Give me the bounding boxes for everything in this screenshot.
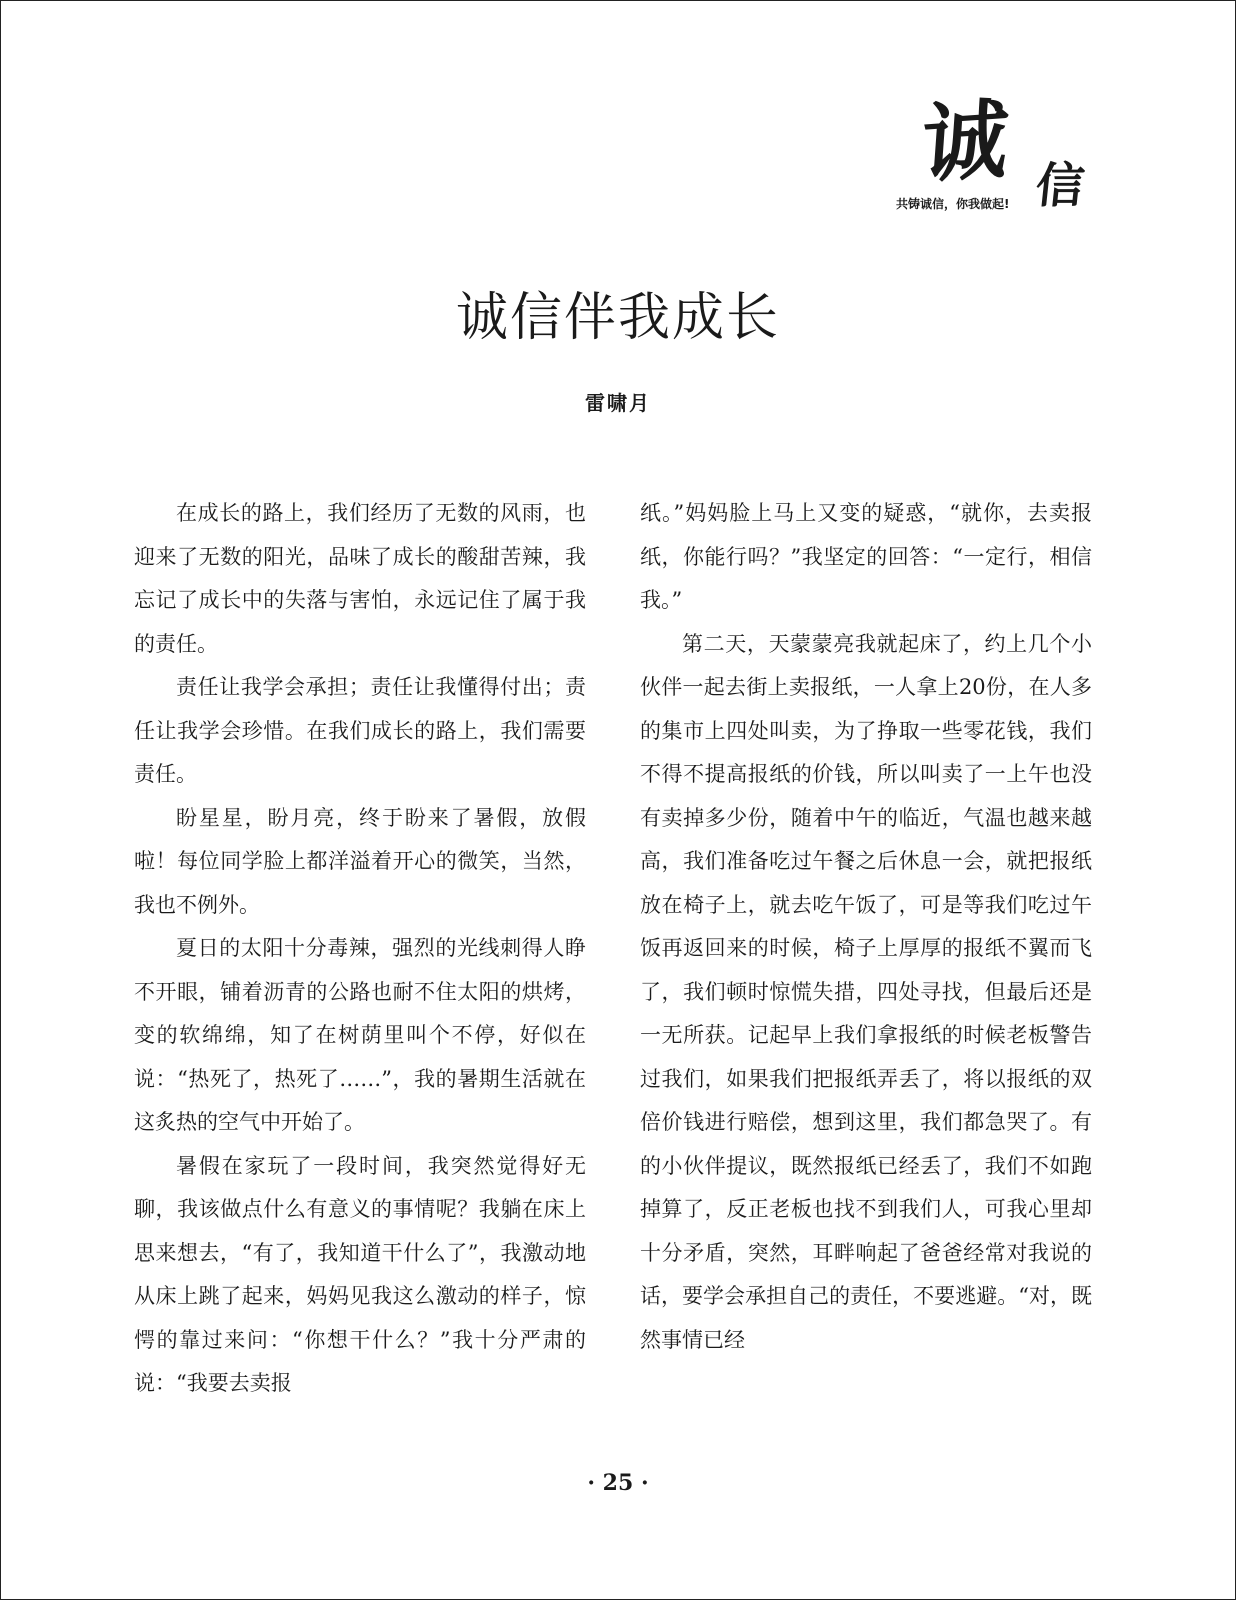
header-logo bbox=[896, 89, 1106, 225]
paragraph: 责任让我学会承担；责任让我懂得付出；责任让我学会珍惜。在我们成长的路上，我们需要责任。 bbox=[134, 675, 586, 786]
article-author: 雷啸月 bbox=[585, 391, 651, 415]
left-column bbox=[134, 492, 586, 1406]
article-title: 诚信伴我成长 bbox=[455, 288, 780, 348]
paragraph: 在成长的路上，我们经历了无数的风雨，也迎来了无数的阳光，品味了成长的酸甜苦辣，我忘记了成长中的失落与害怕，永远记住了属于我的责任。 bbox=[134, 501, 586, 656]
logo-slogan: 共铸诚信，你我做起! bbox=[896, 197, 1010, 211]
logo-calligraphy-char-2: 信 bbox=[1033, 158, 1087, 214]
paragraph: 盼星星，盼月亮，终于盼来了暑假，放假啦！每位同学脸上都洋溢着开心的微笑，当然，我也不例外。 bbox=[134, 805, 586, 917]
right-column bbox=[640, 492, 1092, 1362]
page-number: · 25 · bbox=[587, 1470, 649, 1496]
paragraph: 夏日的太阳十分毒辣，强烈的光线刺得人睁不开眼，铺着沥青的公路也耐不住太阳的烘烤，变的软绵绵，知了在树荫里叫个不停，好似在说：“热死了，热死了……”，我的暑期生活就在这炙热的空气中开始了。 bbox=[134, 936, 586, 1134]
paragraph: 第二天，天蒙蒙亮我就起床了，约上几个小伙伴一起去街上卖报纸，一人拿上20份，在人多的集市上四处叫卖，为了挣取一些零花钱，我们不得不提高报纸的价钱，所以叫卖了一上午也没有卖掉多少份，随着中午的临近，气温也越来越高，我们准备吃过午餐之后休息一会，就把报纸放在椅子上，就去吃午饭了，可是等我们吃过午饭再返回来的时候，椅子上厚厚的报纸不翼而飞了，我们顿时惊慌失措，四处寻找，但最后还是一无所获。记起早上我们拿报纸的时候老板警告过我们，如果我们把报纸弄丢了，将以报纸的双倍价钱进行赔偿，想到这里，我们都急哭了。有的小伙伴提议，既然报纸已经丢了，我们不如跑掉算了，反正老板也找不到我们人，可我心里却十分矛盾，突然，耳畔响起了爸爸经常对我说的话，要学会承担自己的责任，不要逃避。“对，既然事情已经 bbox=[640, 631, 1092, 1352]
logo-calligraphy-char-1: 诚 bbox=[918, 89, 1008, 196]
paragraph-continuation: 纸。”妈妈脸上马上又变的疑惑，“就你，去卖报纸，你能行吗？”我坚定的回答：“一定行，相信我。” bbox=[640, 501, 1092, 612]
paragraph: 暑假在家玩了一段时间，我突然觉得好无聊，我该做点什么有意义的事情呢？我躺在床上思来想去，“有了，我知道干什么了”，我激动地从床上跳了起来，妈妈见我这么激动的样子，惊愕的靠过来问：“你想干什么？”我十分严肃的说：“我要去卖报 bbox=[134, 1153, 586, 1395]
